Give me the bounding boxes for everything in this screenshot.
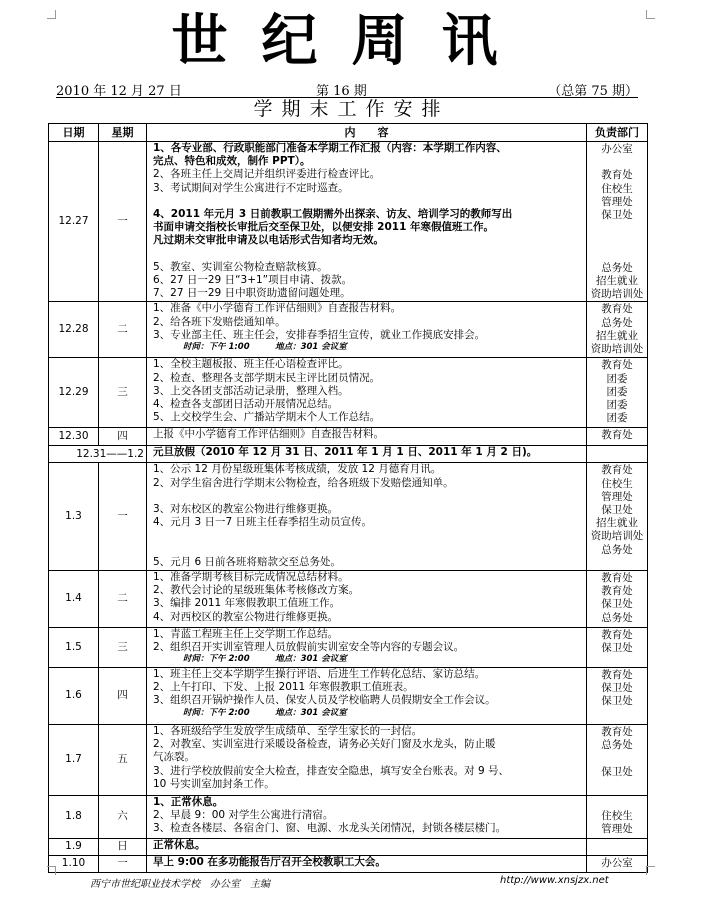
row-content	[147, 856, 587, 873]
row-content	[147, 839, 587, 856]
table-row	[49, 571, 648, 628]
table-row	[49, 668, 648, 725]
row-weekday: 三	[99, 358, 147, 428]
dept-line: 保卫处	[601, 695, 633, 708]
row-date: 1.7	[49, 725, 99, 796]
dept-line: 办公室	[601, 143, 633, 155]
content-line: 4、检查各支部团日活动开展情况总结。	[153, 398, 339, 411]
content-line: 1、青蓝工程班主任上交学期工作总结。	[153, 628, 339, 641]
content-line: 2、各班主任上交周记并组织评委进行检查评比。	[153, 168, 381, 181]
issue-total: （总第 75 期）	[548, 84, 638, 99]
row-dept	[587, 428, 648, 446]
content-line: 3、上交各团支部活动记录册，整理入档。	[153, 384, 349, 397]
content-line: 1、各专业部、行政职能部门准备本学期工作汇报（内容：本学期工作内容、	[153, 142, 507, 154]
row-weekday: 一	[99, 463, 147, 571]
content-line: 1、全校主题板报、班主任心语检查评比。	[153, 358, 349, 371]
dept-line: 团委	[606, 399, 628, 412]
dept-line: 管理处	[601, 823, 633, 836]
content-line: 3、专业部主任、班主任会，安排春季招生宣传，就业工作摸底安排会。	[153, 328, 486, 341]
dept-line: 教育处	[601, 572, 633, 585]
table-row	[49, 725, 648, 796]
row-dept	[587, 796, 648, 839]
meeting-note: 时间：下午 2:00 地点：301 会议室	[183, 707, 347, 718]
dept-line: 保卫处	[601, 598, 633, 611]
dept-line: 教育处	[601, 585, 633, 598]
row-content	[147, 463, 587, 571]
table-row	[49, 446, 648, 463]
content-line: 5、元月 6 日前各班将赔款交至总务处。	[153, 555, 342, 568]
dept-line	[589, 557, 645, 570]
row-weekday: 一	[99, 856, 147, 873]
dept-line: 资助培训处	[590, 288, 644, 301]
row-date: 12.30	[49, 428, 99, 446]
dept-line: 办公室	[601, 857, 633, 870]
row-dept	[587, 358, 648, 428]
row-dept	[587, 463, 648, 571]
row-date: 12.29	[49, 358, 99, 428]
row-dept	[587, 571, 648, 628]
content-line: 1、班主任上交本学期学生操行评语、后进生工作转化总结、家访总结。	[153, 668, 486, 681]
dept-line	[589, 235, 645, 248]
content-line: 凡过期未交审批申请及以电话形式告知者均无效。	[153, 234, 384, 247]
dept-line: 管理处	[601, 195, 633, 208]
dept-line: 总务处	[601, 316, 633, 329]
content-line: 7、27 日一29 日中职资助遗留问题处理。	[153, 287, 351, 300]
table-row	[49, 302, 648, 358]
dept-line: 招生就业	[596, 275, 638, 288]
dept-line	[589, 840, 645, 853]
header-dept: 负责部门	[587, 124, 648, 142]
row-content	[147, 628, 587, 668]
row-weekday: 日	[99, 839, 147, 856]
issue-line	[56, 80, 638, 98]
content-line: 1、准备学期考核目标完成情况总结材料。	[153, 571, 349, 584]
dept-line: 团委	[606, 412, 628, 425]
dept-line	[589, 249, 645, 262]
dept-line: 保卫处	[601, 682, 633, 695]
dept-line: 住校生	[601, 182, 633, 195]
content-line: 2、对教室、实训室进行采暖设备检查，请务必关好门窗及水龙头，防止暖	[153, 738, 496, 751]
content-line: 完点、特色和成效，制作 PPT）。	[153, 155, 311, 168]
content-line: 3、组织召开锅炉操作人员、保安人员及学校临聘人员假期安全工作会议。	[153, 694, 496, 707]
schedule-table	[48, 123, 648, 873]
row-content	[147, 446, 587, 463]
table-row	[49, 142, 648, 302]
content-line: 元旦放假（2010 年 12 月 31 日、2011 年 1 月 1 日、2011 年 1 月 2 日)。	[153, 446, 538, 459]
dept-line: 保卫处	[601, 209, 633, 222]
row-dept	[587, 628, 648, 668]
table-row	[49, 839, 648, 856]
row-content	[147, 725, 587, 796]
header-content: 内 容	[147, 124, 587, 142]
content-line: 正常休息。	[153, 839, 206, 852]
row-content	[147, 571, 587, 628]
row-dept	[587, 302, 648, 358]
dept-line: 教育处	[601, 464, 633, 477]
dept-line: 住校生	[601, 477, 633, 490]
dept-line: 保卫处	[601, 642, 633, 655]
content-line: 早上 9:00 在多功能报告厅召开全校教职工大会。	[153, 856, 386, 869]
dept-line: 总务处	[601, 611, 633, 624]
table-header-row	[49, 124, 648, 142]
table-row	[49, 358, 648, 428]
content-line: 2、检查、整理各支部学期末民主评比团员情况。	[153, 371, 381, 384]
corner-mark-right	[646, 10, 655, 19]
row-date: 12.27	[49, 142, 99, 302]
content-line: 10 号实训室加封条工作。	[153, 777, 275, 790]
table-row	[49, 628, 648, 668]
row-date: 12.31——1.2	[49, 446, 147, 463]
dept-line: 教育处	[601, 669, 633, 682]
header-date: 日期	[49, 124, 99, 142]
dept-line: 教育处	[601, 429, 633, 442]
content-line: 书面申请交指校长审批后交至保卫处，以便安排 2011 年寒假值班工作。	[153, 221, 495, 234]
content-line: 3、编排 2011 年寒假教职工值班工作。	[153, 597, 341, 610]
row-dept	[587, 725, 648, 796]
content-line: 4、对西校区的教室公物进行维修更换。	[153, 610, 339, 623]
row-weekday: 二	[99, 571, 147, 628]
row-weekday: 一	[99, 142, 147, 302]
dept-line: 教育处	[601, 169, 633, 182]
row-content	[147, 796, 587, 839]
content-line: 1、各班级给学生发放学生成绩单、至学生家长的一封信。	[153, 725, 423, 738]
row-content	[147, 428, 587, 446]
dept-line: 教育处	[601, 629, 633, 642]
row-date: 1.5	[49, 628, 99, 668]
dept-line: 团委	[606, 372, 628, 385]
dept-line: 住校生	[601, 810, 633, 823]
issue-date: 2010 年 12 月 27 日	[56, 84, 182, 99]
dept-line	[589, 752, 645, 765]
dept-line	[589, 156, 645, 169]
row-date: 1.6	[49, 668, 99, 725]
meeting-note: 时间：下午 2:00 地点：301 会议室	[183, 654, 347, 665]
dept-line: 资助培训处	[590, 343, 644, 356]
content-line: 2、早晨 9：00 对学生公寓进行清宿。	[153, 809, 334, 822]
footer-url: http://www.xnsjzx.net	[500, 875, 609, 886]
row-weekday: 四	[99, 428, 147, 446]
dept-line: 团委	[606, 385, 628, 398]
row-content	[147, 358, 587, 428]
dept-line: 管理处	[601, 490, 633, 503]
row-dept	[587, 839, 648, 856]
dept-line: 招生就业	[596, 329, 638, 342]
row-weekday: 二	[99, 302, 147, 358]
content-line	[153, 195, 584, 208]
content-line: 上报《中小学德育工作评估细则》自查报告材料。	[153, 428, 384, 441]
content-line	[153, 529, 584, 542]
content-line	[153, 490, 584, 503]
dept-line	[589, 447, 645, 460]
content-line: 1、公示 12 月份星级班集体考核成绩，发放 12 月德育月讯。	[153, 463, 442, 476]
row-date: 1.10	[49, 856, 99, 873]
meeting-note: 时间：下午 1:00 地点：301 会议室	[183, 342, 347, 353]
dept-line: 资助培训处	[590, 530, 644, 543]
content-line	[153, 543, 584, 556]
content-line: 2、组织召开实训室管理人员放假前实训室安全等内容的专题会议。	[153, 641, 465, 654]
row-dept	[587, 668, 648, 725]
footer-publisher: 西宁市世纪职业技术学校 办公室 主编	[90, 879, 270, 890]
content-line: 4、元月 3 日一7 日班主任春季招生动员宣传。	[153, 516, 373, 529]
content-line: 2、教代会讨论的星级班集体考核修改方案。	[153, 584, 360, 597]
dept-line	[589, 797, 645, 810]
corner-mark-left	[47, 10, 56, 19]
content-line: 气冻裂。	[153, 751, 195, 764]
content-line: 3、对东校区的教室公物进行维修更换。	[153, 503, 339, 516]
content-line	[153, 248, 584, 261]
dept-line: 保卫处	[601, 765, 633, 778]
dept-line: 教育处	[601, 359, 633, 372]
corner-mark-bottom-right	[646, 866, 655, 875]
row-date: 1.9	[49, 839, 99, 856]
content-line: 4、2011 年元月 3 日前教职工假期需外出探亲、访友、培训学习的教师写出	[153, 208, 513, 221]
dept-line: 教育处	[601, 303, 633, 316]
dept-line	[589, 222, 645, 235]
row-content	[147, 668, 587, 725]
content-line: 6、27 日一29 日“3+1”项目申请、拨款。	[153, 274, 353, 287]
dept-line: 总务处	[601, 543, 633, 556]
row-date: 1.4	[49, 571, 99, 628]
row-date: 12.28	[49, 302, 99, 358]
content-line: 1、正常休息。	[153, 796, 224, 809]
dept-line: 总务处	[601, 261, 633, 274]
dept-line: 招生就业	[596, 517, 638, 530]
table-row	[49, 463, 648, 571]
content-line: 5、上交校学生会、广播站学期末个人工作总结。	[153, 411, 381, 424]
masthead-title: 世纪周讯	[171, 8, 532, 74]
row-dept	[587, 142, 648, 302]
content-line: 2、给各班下发赔偿通知单。	[153, 315, 286, 328]
row-weekday: 五	[99, 725, 147, 796]
row-content	[147, 142, 587, 302]
content-line: 3、考试期间对学生公寓进行不定时巡查。	[153, 181, 349, 194]
content-line: 1、准备《中小学德育工作评估细则》自查报告材料。	[153, 302, 402, 315]
row-weekday: 三	[99, 628, 147, 668]
content-line: 3、进行学校放假前安全大检查，排查安全隐患，填写安全台账表。对 9 号、	[153, 764, 510, 777]
dept-line: 教育处	[601, 726, 633, 739]
row-weekday: 四	[99, 668, 147, 725]
row-content	[147, 302, 587, 358]
row-date: 1.3	[49, 463, 99, 571]
content-line: 2、上午打印、下发、上报 2011 年寒假教职工值班表。	[153, 681, 414, 694]
corner-mark-bottom-left	[47, 866, 56, 875]
dept-line	[589, 779, 645, 792]
row-dept	[587, 446, 648, 463]
dept-line: 总务处	[601, 739, 633, 752]
header-weekday: 星期	[99, 124, 147, 142]
content-line: 5、教室、实训室公物检查赔款核算。	[153, 260, 328, 273]
table-row	[49, 428, 648, 446]
row-date: 1.8	[49, 796, 99, 839]
row-dept	[587, 856, 648, 873]
page-subtitle: 学期末工作安排	[253, 98, 450, 120]
table-row	[49, 856, 648, 873]
table-row	[49, 796, 648, 839]
dept-line: 保卫处	[601, 504, 633, 517]
content-line: 3、检查各楼层、各宿舍门、窗、电源、水龙头关闭情况，封锁各楼层楼门。	[153, 822, 507, 835]
row-weekday: 六	[99, 796, 147, 839]
issue-number: 第 16 期	[316, 84, 367, 99]
content-line: 2、对学生宿舍进行学期末公物检查，给各班级下发赔偿通知单。	[153, 476, 454, 489]
